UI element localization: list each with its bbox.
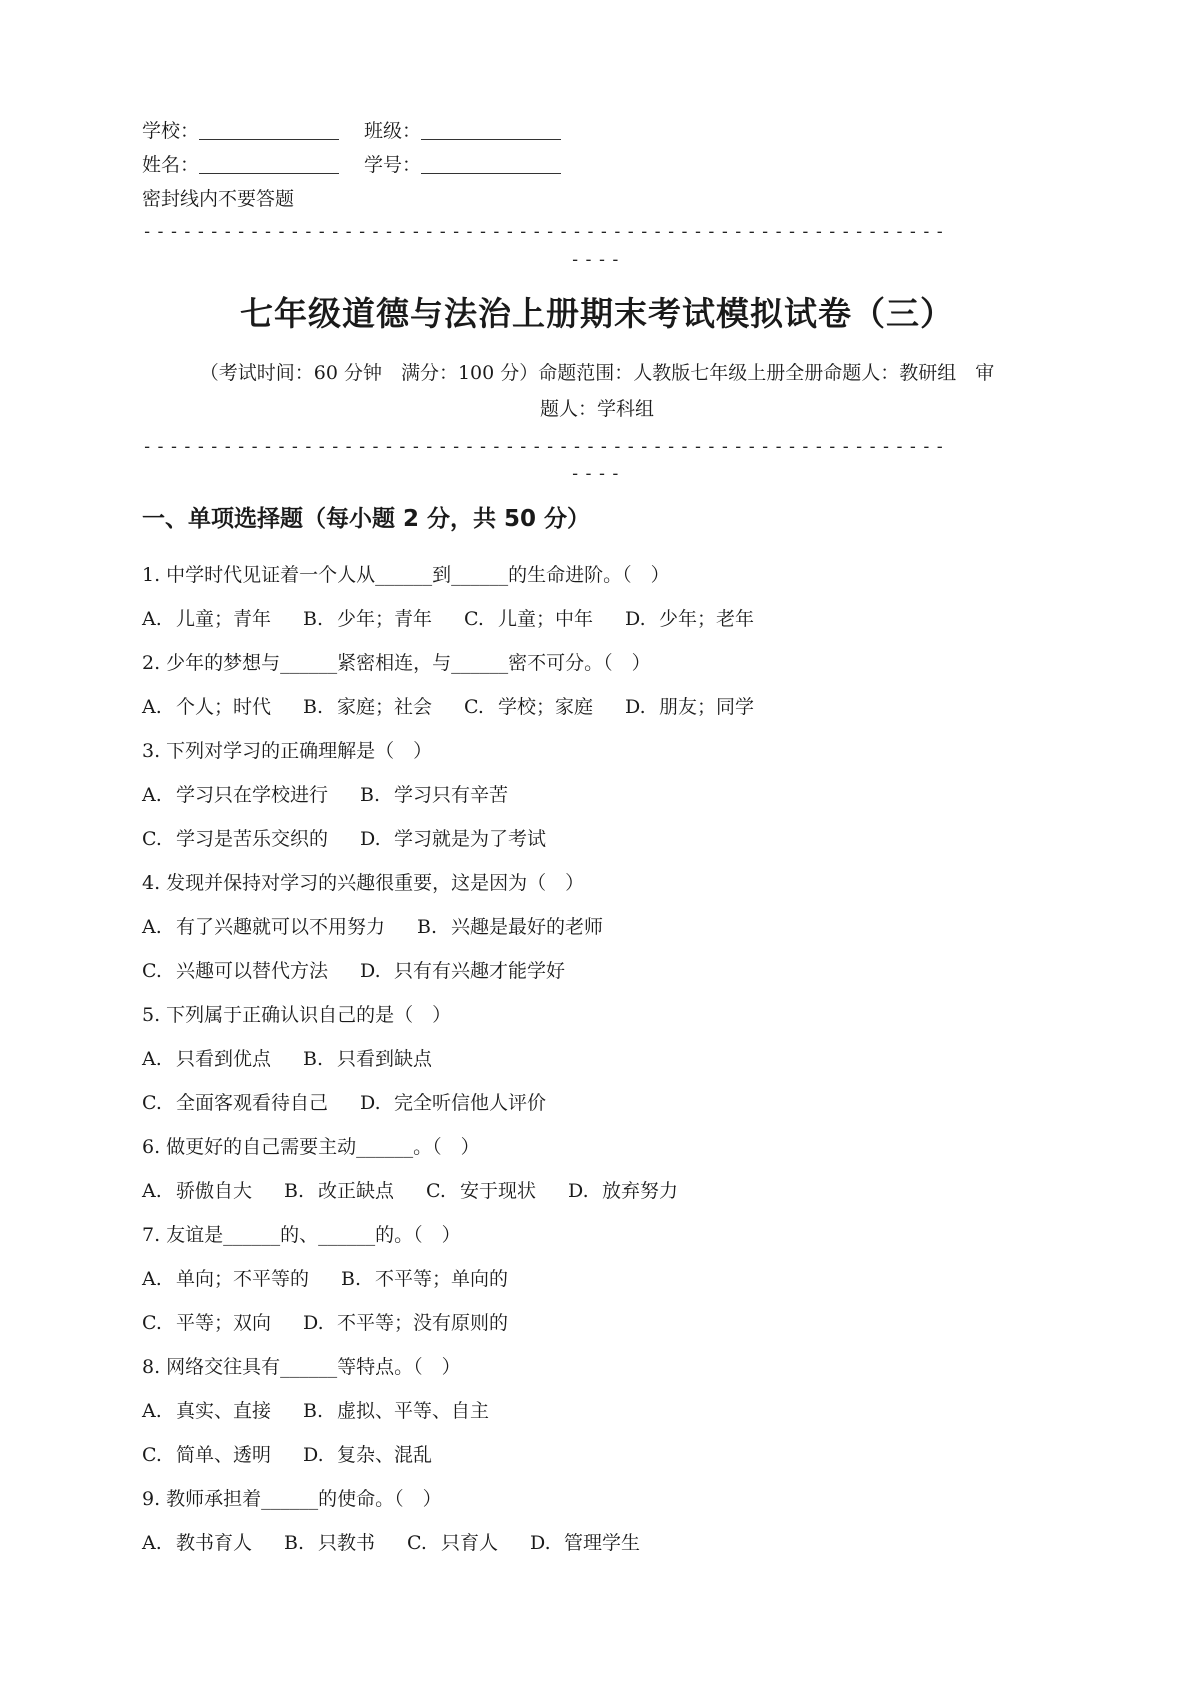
answer-option[interactable] [142,685,271,729]
option-row [142,1433,1042,1477]
answer-option[interactable] [360,1081,546,1125]
option-text: 完全听信他人评价 [394,1092,547,1114]
option-letter: B. [341,1268,362,1290]
option-text: 学习是苦乐交织的 [176,828,329,850]
answer-option[interactable] [142,773,328,817]
answer-option[interactable] [625,685,754,729]
answer-option[interactable] [303,1433,432,1477]
option-text: 放弃努力 [602,1180,679,1202]
option-row [142,597,1042,641]
answer-option[interactable] [142,949,328,993]
option-letter: B. [303,608,324,630]
answer-option[interactable] [303,1301,508,1345]
seal-dash-tail: ---- [570,250,624,270]
option-row [142,1257,1042,1301]
class-field [364,114,586,148]
option-letter: A. [142,784,162,806]
option-letter: A. [142,1532,162,1554]
option-row [142,1081,1042,1125]
answer-option[interactable] [407,1521,498,1565]
exam-meta-line-2: 题人：学科组 [539,398,654,420]
answer-option[interactable] [142,905,385,949]
option-text: 家庭；社会 [337,696,433,718]
option-letter: B. [284,1532,305,1554]
option-text: 管理学生 [564,1532,641,1554]
option-letter: D. [303,1444,324,1466]
option-letter: A. [142,1268,162,1290]
option-letter: B. [303,1400,324,1422]
info-row-2 [142,148,586,182]
answer-option[interactable] [303,597,432,641]
option-text: 只有有兴趣才能学好 [394,960,566,982]
school-label: 学校： [142,120,200,142]
question-stem: 9. 教师承担着______的使命。（ ） [142,1488,442,1510]
option-text: 改正缺点 [318,1180,395,1202]
answer-option[interactable] [426,1169,536,1213]
option-text: 只看到优点 [176,1048,272,1070]
option-letter: B. [284,1180,305,1202]
option-text: 个人；时代 [176,696,272,718]
option-letter: C. [142,828,162,850]
option-row [142,949,1042,993]
answer-option[interactable] [530,1521,640,1565]
option-row [142,773,1042,817]
option-letter: A. [142,1180,162,1202]
answer-option[interactable] [142,1257,309,1301]
question-stem: 5. 下列属于正确认识自己的是（ ） [142,1004,452,1026]
option-letter: D. [625,608,646,630]
option-text: 平等；双向 [176,1312,272,1334]
number-field [364,148,586,182]
option-row [142,1301,1042,1345]
option-letter: B. [303,1048,324,1070]
name-blank[interactable] [199,151,339,174]
option-letter: D. [360,960,381,982]
question-stem: 8. 网络交往具有______等特点。（ ） [142,1356,461,1378]
exam-title: 七年级道德与法治上册期末考试模拟试卷（三） [240,294,954,333]
option-row [142,817,1042,861]
option-text: 不平等；没有原则的 [337,1312,509,1334]
class-label: 班级： [364,120,422,142]
option-text: 学习就是为了考试 [394,828,547,850]
option-letter: D. [303,1312,324,1334]
question-stem: 4. 发现并保持对学习的兴趣很重要，这是因为（ ） [142,872,585,894]
divider-dash-tail: ---- [570,464,624,484]
option-letter: D. [360,828,381,850]
name-label: 姓名： [142,154,200,176]
option-letter: D. [360,1092,381,1114]
option-text: 虚拟、平等、自主 [337,1400,490,1422]
answer-option[interactable] [142,1169,252,1213]
answer-option[interactable] [303,1389,489,1433]
number-label: 学号： [364,154,422,176]
option-text: 单向；不平等的 [176,1268,310,1290]
option-text: 学习只在学校进行 [176,784,329,806]
option-row [142,905,1042,949]
option-letter: B. [303,696,324,718]
option-letter: B. [360,784,381,806]
option-letter: A. [142,916,162,938]
option-text: 骄傲自大 [176,1180,253,1202]
answer-option[interactable] [142,1037,271,1081]
option-text: 全面客观看待自己 [176,1092,329,1114]
answer-option[interactable] [142,1389,271,1433]
answer-option[interactable] [284,1521,375,1565]
exam-meta [142,355,1052,427]
answer-option[interactable] [464,597,593,641]
answer-option[interactable] [360,773,508,817]
answer-option[interactable] [142,1433,271,1477]
option-letter: C. [407,1532,427,1554]
option-letter: D. [530,1532,551,1554]
answer-option[interactable] [142,1521,252,1565]
option-row [142,1169,1042,1213]
option-text: 简单、透明 [176,1444,272,1466]
option-letter: A. [142,696,162,718]
question-stem: 1. 中学时代见证着一个人从______到______的生命进阶。（ ） [142,564,670,586]
option-text: 兴趣可以替代方法 [176,960,329,982]
answer-option[interactable] [303,1037,432,1081]
option-text: 学习只有辛苦 [394,784,509,806]
option-text: 只育人 [441,1532,499,1554]
option-text: 儿童；青年 [176,608,272,630]
school-blank[interactable] [199,117,339,140]
option-letter: C. [464,696,484,718]
option-letter: C. [142,1092,162,1114]
question-stem: 7. 友谊是______的、______的。（ ） [142,1224,461,1246]
answer-option[interactable] [142,1081,328,1125]
answer-option[interactable] [142,1301,271,1345]
option-letter: C. [142,960,162,982]
class-blank[interactable] [421,117,561,140]
option-text: 复杂、混乱 [337,1444,433,1466]
option-letter: D. [625,696,646,718]
option-letter: A. [142,1400,162,1422]
option-text: 不平等；单向的 [375,1268,509,1290]
student-info-block [142,114,586,216]
number-blank[interactable] [421,151,561,174]
option-row [142,685,1042,729]
option-letter: A. [142,608,162,630]
name-field [142,148,364,182]
answer-option[interactable] [464,685,593,729]
answer-option[interactable] [360,949,565,993]
answer-option[interactable] [142,597,271,641]
option-row [142,1389,1042,1433]
seal-dash-line: ------------------------------------------------------------ [142,222,949,242]
option-letter: C. [142,1444,162,1466]
answer-option[interactable] [142,817,328,861]
answer-option[interactable] [360,817,546,861]
answer-option[interactable] [417,905,603,949]
option-text: 真实、直接 [176,1400,272,1422]
answer-option[interactable] [303,685,432,729]
question-list [142,553,1042,1565]
option-letter: C. [464,608,484,630]
question-stem: 6. 做更好的自己需要主动______。（ ） [142,1136,480,1158]
seal-note: 密封线内不要答题 [142,188,295,210]
option-text: 教书育人 [176,1532,253,1554]
question-stem: 2. 少年的梦想与______紧密相连，与______密不可分。（ ） [142,652,651,674]
option-text: 朋友；同学 [659,696,755,718]
option-text: 儿童；中年 [498,608,594,630]
answer-option[interactable] [284,1169,394,1213]
option-letter: C. [426,1180,446,1202]
answer-option[interactable] [341,1257,508,1301]
section-heading: 一、单项选择题（每小题 2 分，共 50 分） [142,506,591,532]
answer-option[interactable] [625,597,754,641]
option-letter: B. [417,916,438,938]
option-letter: D. [568,1180,589,1202]
option-row [142,1521,1042,1565]
option-text: 有了兴趣就可以不用努力 [176,916,386,938]
info-row-1 [142,114,586,148]
question-stem: 3. 下列对学习的正确理解是（ ） [142,740,433,762]
option-text: 只教书 [318,1532,376,1554]
option-text: 学校；家庭 [498,696,594,718]
school-field [142,114,364,148]
option-letter: C. [142,1312,162,1334]
divider-dash-line: ------------------------------------------------------------ [142,437,949,457]
option-text: 安于现状 [460,1180,537,1202]
answer-option[interactable] [568,1169,678,1213]
option-text: 兴趣是最好的老师 [451,916,604,938]
option-row [142,1037,1042,1081]
option-text: 只看到缺点 [337,1048,433,1070]
option-text: 少年；青年 [337,608,433,630]
option-letter: A. [142,1048,162,1070]
exam-meta-line-1: （考试时间：60 分钟 满分：100 分）命题范围：人教版七年级上册全册命题人：教研组 审 [199,362,995,384]
option-text: 少年；老年 [659,608,755,630]
